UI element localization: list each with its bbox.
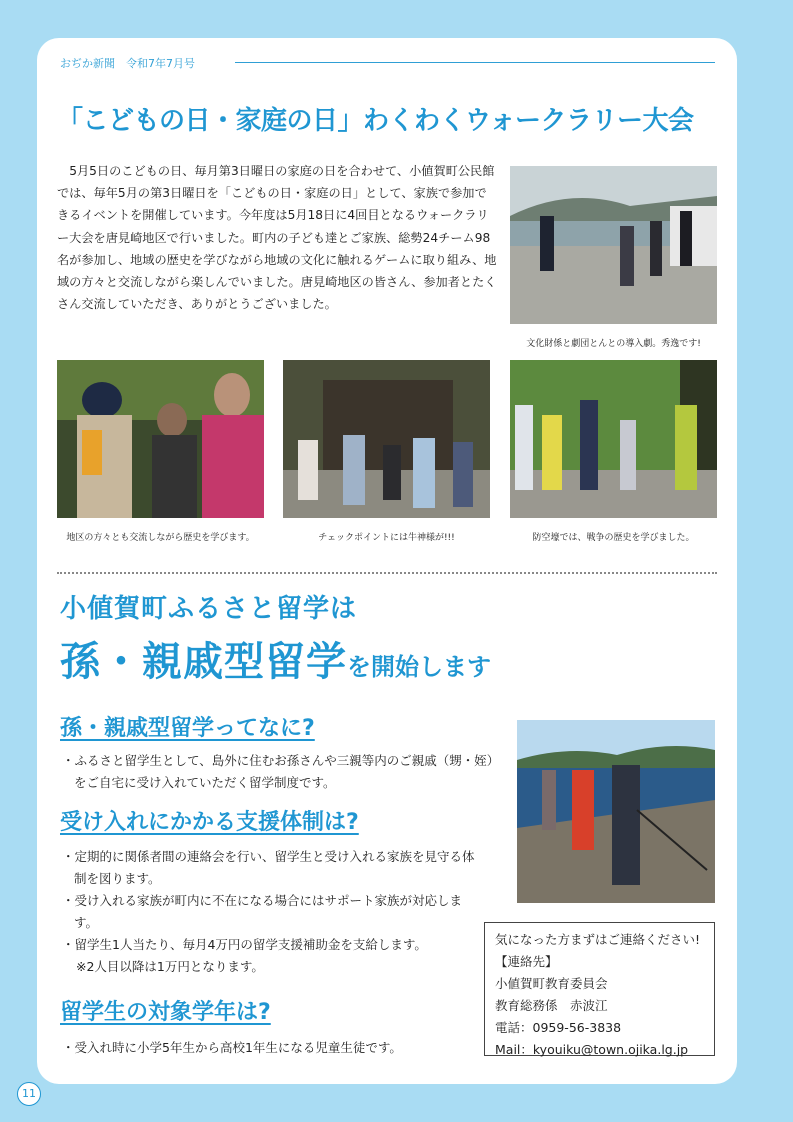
contact-line: 教育総務係 赤波江	[495, 998, 608, 1013]
section2-bullet: ・受け入れる家族が町内に不在になる場合にはサポート家族が対応します。	[62, 893, 463, 930]
photo-intro-play	[510, 166, 717, 324]
section1-bullet: ・ふるさと留学生として、島外に住むお孫さんや三親等内のご親戚（甥・姪）をご自宅に受け入れていただく留学制度です。	[62, 753, 500, 790]
section3-list	[62, 1037, 482, 1059]
section3-bullet: ・受入れ時に小学5年生から高校1年生になる児童生徒です。	[62, 1040, 402, 1055]
section2-bullet: ・定期的に関係者間の連絡会を行い、留学生と受け入れる家族を見守る体制を図ります。	[62, 849, 475, 886]
section2-list	[62, 846, 482, 978]
article2-title-line1: 小値賀町ふるさと留学は	[60, 594, 358, 624]
section2-heading: 受け入れにかかる支援体制は?	[60, 810, 359, 835]
section-divider	[57, 572, 717, 574]
section2-note: ※2人目以降は1万円となります。	[76, 959, 264, 974]
caption-top: 文化財係と劇団とんとの導入劇。秀逸です!	[526, 339, 701, 349]
section1-heading: 孫・親戚型留学ってなに?	[60, 716, 315, 741]
header-rule	[235, 62, 715, 63]
article2-title-small: を開始します	[347, 653, 491, 681]
section3-heading: 留学生の対象学年は?	[60, 1000, 271, 1025]
article1-body: 5月5日のこどもの日、毎月第3日曜日の家庭の日を合わせて、小値賀町公民館では、毎年5月の第3日曜日を「こどもの日・家庭の日」として、家族で参加できるイベントを開催しています。今年度は5月18日に4回目となるウォークラリー大会を唐見崎地区で行いました。町内の子ども達とご家族、総勢24チーム98名が参加し、地域の歴史を学びながら地域の文化に触れるゲームに取り組み、地域の方々と交流しながら楽しんでいました。唐見崎地区の皆さん、参加者とたくさん交流していただき、ありがとうございました。	[57, 164, 497, 312]
page-number: 11	[17, 1082, 41, 1106]
contact-mail[interactable]: Mail：kyouiku@town.ojika.lg.jp	[495, 1042, 689, 1057]
article2-title-line2	[60, 630, 491, 687]
contact-line: 小値賀町教育委員会	[495, 976, 608, 991]
contact-line: 【連絡先】	[495, 954, 558, 969]
photo-air-raid-shelter	[510, 360, 717, 518]
article2-title-big: 孫・親戚型留学	[60, 639, 347, 685]
photo-fishing	[517, 720, 715, 903]
photo-checkpoint	[283, 360, 490, 518]
section1-list	[62, 750, 507, 794]
caption-right: 防空壕では、戦争の歴史を学びました。	[532, 533, 695, 543]
contact-line: 気になった方まずはご連絡ください!	[495, 932, 701, 947]
contact-phone: 電話：0959-56-3838	[495, 1020, 622, 1035]
article1-title: 「こどもの日・家庭の日」わくわくウォークラリー大会	[57, 106, 694, 136]
caption-center: チェックポイントには牛神様が!!!	[318, 533, 455, 543]
photo-exchange	[57, 360, 264, 518]
contact-box	[484, 922, 715, 1056]
section2-bullet: ・留学生1人当たり、毎月4万円の留学支援補助金を支給します。	[62, 937, 427, 952]
newsletter-header: おぢか新聞 令和7年7月号	[60, 57, 195, 70]
caption-left: 地区の方々とも交流しながら歴史を学びます。	[66, 533, 255, 543]
